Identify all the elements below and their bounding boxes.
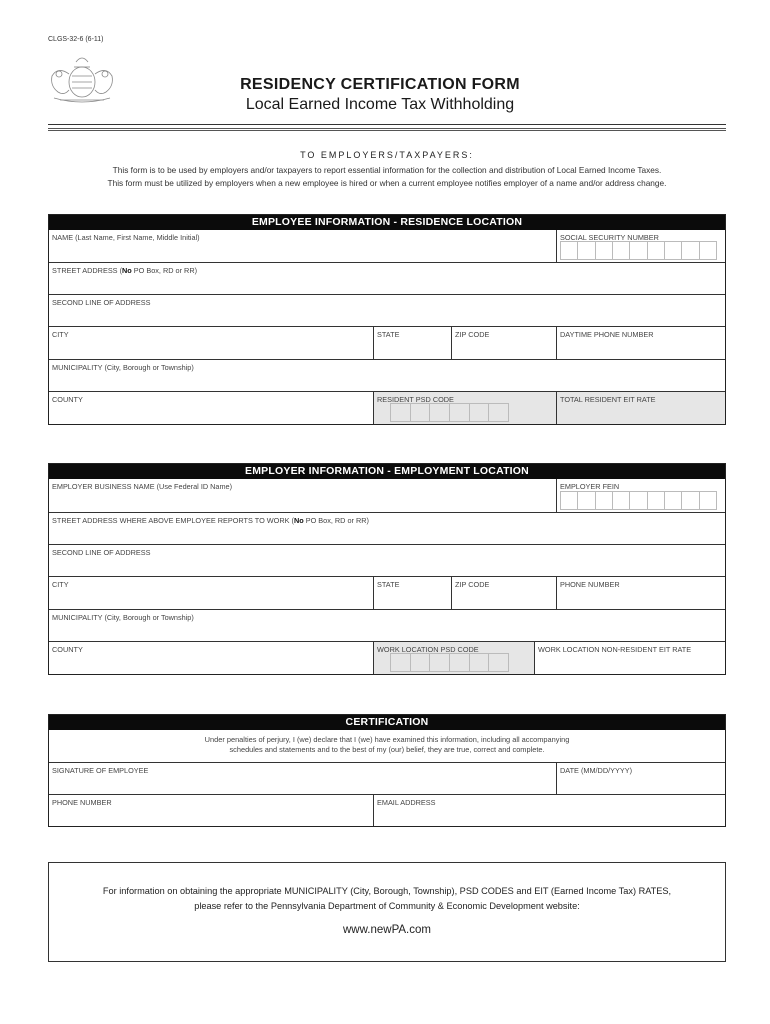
employee-city-field[interactable] xyxy=(49,327,373,359)
employer-municipality-label: MUNICIPALITY (City, Borough or Township) xyxy=(52,613,194,622)
date-field[interactable] xyxy=(556,763,725,794)
employee-psd-label: RESIDENT PSD CODE xyxy=(377,395,454,404)
employer-name-label: EMPLOYER BUSINESS NAME (Use Federal ID Name) xyxy=(52,482,233,491)
employee-ssn-field[interactable] xyxy=(556,230,725,262)
employee-eit-label: TOTAL RESIDENT EIT RATE xyxy=(560,395,656,404)
employer-municipality-field[interactable] xyxy=(49,610,725,641)
employee-zip-field[interactable] xyxy=(451,327,556,359)
to-employers-heading: TO EMPLOYERS/TAXPAYERS: xyxy=(300,150,474,160)
title-rule-bottom xyxy=(48,128,726,131)
employee-street-field[interactable] xyxy=(49,263,725,294)
email-label: EMAIL ADDRESS xyxy=(377,798,436,807)
employee-state-field[interactable] xyxy=(373,327,451,359)
employer-row-county xyxy=(49,641,725,674)
employee-section xyxy=(48,214,726,425)
employee-second-line-label: SECOND LINE OF ADDRESS xyxy=(52,298,151,307)
certification-declaration xyxy=(49,730,725,762)
employer-fein-field[interactable] xyxy=(556,479,725,512)
employer-eit-label: WORK LOCATION NON-RESIDENT EIT RATE xyxy=(538,645,692,654)
employer-psd-boxes xyxy=(390,653,509,672)
employee-eit-field[interactable] xyxy=(556,392,725,424)
employee-zip-label: ZIP CODE xyxy=(455,330,490,339)
certification-row-signature xyxy=(49,762,725,794)
employer-psd-field[interactable] xyxy=(373,642,534,674)
employee-municipality-field[interactable] xyxy=(49,360,725,391)
employer-phone-label: PHONE NUMBER xyxy=(560,580,620,589)
employee-county-label: COUNTY xyxy=(52,395,83,404)
employee-row-street xyxy=(49,262,725,294)
employee-row-name xyxy=(49,230,725,262)
employee-second-line-field[interactable] xyxy=(49,295,725,326)
info-line-2: please refer to the Pennsylvania Department of Community & Economic Development website: xyxy=(194,901,580,911)
employer-county-label: COUNTY xyxy=(52,645,83,654)
employee-row-city xyxy=(49,326,725,359)
employee-section-header: EMPLOYEE INFORMATION - RESIDENCE LOCATION xyxy=(49,215,725,230)
certification-row-contact xyxy=(49,794,725,826)
employee-county-field[interactable] xyxy=(49,392,373,424)
employer-row-city xyxy=(49,576,725,609)
employer-county-field[interactable] xyxy=(49,642,373,674)
declaration-line-2: schedules and statements and to the best of my (our) belief, they are true, correct and complete. xyxy=(229,745,545,754)
declaration-line-1: Under penalties of perjury, I (we) declare that I (we) have examined this information, including all accompanying xyxy=(204,735,570,744)
info-box xyxy=(48,862,726,962)
employer-row-second-line xyxy=(49,544,725,576)
employer-street-field[interactable] xyxy=(49,513,725,544)
employee-phone-field[interactable] xyxy=(556,327,725,359)
intro-line-2: This form must be utilized by employers when a new employee is hired or when a current employee notifies employer of a name and/or address change. xyxy=(107,178,667,188)
employee-street-label: STREET ADDRESS (No PO Box, RD or RR) xyxy=(52,266,198,275)
form-title: RESIDENCY CERTIFICATION FORM xyxy=(240,76,520,93)
signature-field[interactable] xyxy=(49,763,556,794)
signature-label: SIGNATURE OF EMPLOYEE xyxy=(52,766,149,775)
certification-section-header: CERTIFICATION xyxy=(49,715,725,730)
employee-row-second-line xyxy=(49,294,725,326)
employer-eit-field[interactable] xyxy=(534,642,725,674)
intro-text xyxy=(48,164,726,190)
employer-row-name xyxy=(49,479,725,512)
employee-state-label: STATE xyxy=(377,330,400,339)
employer-state-field[interactable] xyxy=(373,577,451,609)
employer-section xyxy=(48,463,726,675)
cert-phone-field[interactable] xyxy=(49,795,373,826)
employee-row-municipality xyxy=(49,359,725,391)
employer-state-label: STATE xyxy=(377,580,400,589)
employer-street-label: STREET ADDRESS WHERE ABOVE EMPLOYEE REPORTS TO WORK (No PO Box, RD or RR) xyxy=(52,516,369,525)
employer-fein-boxes xyxy=(560,491,717,510)
employee-municipality-label: MUNICIPALITY (City, Borough or Township) xyxy=(52,363,194,372)
employer-row-municipality xyxy=(49,609,725,641)
employer-city-label: CITY xyxy=(52,580,69,589)
employee-city-label: CITY xyxy=(52,330,69,339)
certification-section xyxy=(48,714,726,827)
title-rule-top xyxy=(48,124,726,125)
employee-name-field[interactable] xyxy=(49,230,556,262)
employee-row-county xyxy=(49,391,725,424)
employer-second-line-label: SECOND LINE OF ADDRESS xyxy=(52,548,151,557)
employer-row-street xyxy=(49,512,725,544)
pennsylvania-seal-icon xyxy=(46,52,118,104)
employer-second-line-field[interactable] xyxy=(49,545,725,576)
employer-phone-field[interactable] xyxy=(556,577,725,609)
cert-phone-label: PHONE NUMBER xyxy=(52,798,112,807)
form-code: CLGS-32-6 (6-11) xyxy=(48,36,104,43)
employee-name-label: NAME (Last Name, First Name, Middle Initial) xyxy=(52,233,200,242)
employer-zip-label: ZIP CODE xyxy=(455,580,490,589)
employer-psd-label: WORK LOCATION PSD CODE xyxy=(377,645,479,654)
date-label: DATE (MM/DD/YYYY) xyxy=(560,766,633,775)
employee-psd-field[interactable] xyxy=(373,392,556,424)
email-field[interactable] xyxy=(373,795,725,826)
employee-ssn-label: SOCIAL SECURITY NUMBER xyxy=(560,233,659,242)
employer-zip-field[interactable] xyxy=(451,577,556,609)
employer-name-field[interactable] xyxy=(49,479,556,512)
employee-ssn-boxes xyxy=(560,241,717,260)
employer-city-field[interactable] xyxy=(49,577,373,609)
employee-psd-boxes xyxy=(390,403,509,422)
form-subtitle: Local Earned Income Tax Withholding xyxy=(245,96,515,113)
employer-section-header: EMPLOYER INFORMATION - EMPLOYMENT LOCATION xyxy=(49,464,725,479)
website-link[interactable]: www.newPA.com xyxy=(343,924,431,936)
intro-line-1: This form is to be used by employers and/or taxpayers to report essential information for the collection and distribution of Local Earned Income Taxes. xyxy=(112,165,662,175)
employer-fein-label: EMPLOYER FEIN xyxy=(560,482,620,491)
info-line-1: For information on obtaining the appropriate MUNICIPALITY (City, Borough, Township), PSD CODES and EIT (Earned Income Tax) RATES, xyxy=(102,886,672,896)
declaration-text xyxy=(49,730,725,755)
employee-phone-label: DAYTIME PHONE NUMBER xyxy=(560,330,654,339)
